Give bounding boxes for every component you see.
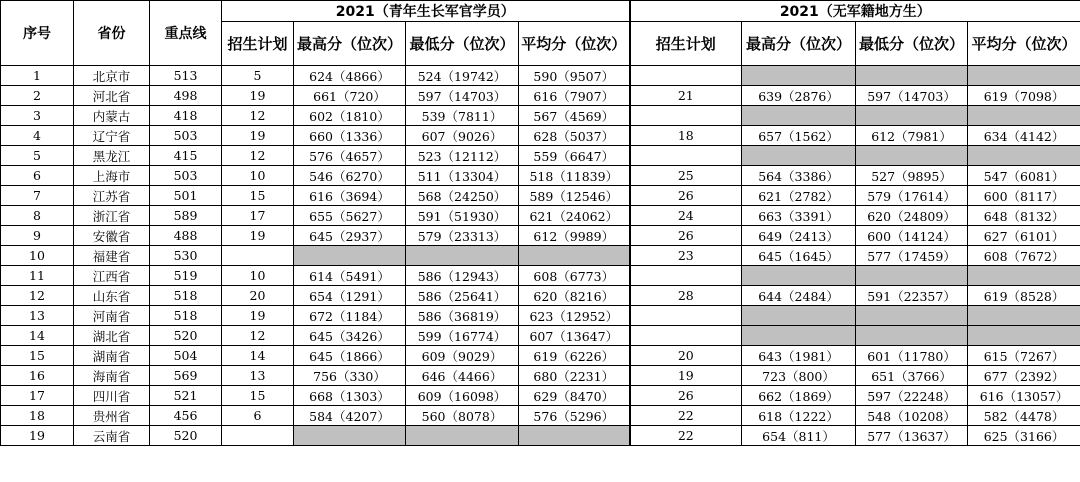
civilian-plan-cell: 20: [630, 346, 742, 366]
cadet-plan-cell: 5: [222, 66, 294, 86]
seq-cell: 18: [1, 406, 74, 426]
civilian-avg-cell: 600（8117）: [968, 186, 1080, 206]
civilian-avg-cell-empty: [968, 266, 1080, 286]
province-cell: 内蒙古: [74, 106, 150, 126]
table-row: [1, 146, 1080, 166]
cadet-max-cell: 624（4866）: [294, 66, 406, 86]
civilian-max-cell: 662（1869）: [742, 386, 856, 406]
civilian-max-cell: 621（2782）: [742, 186, 856, 206]
cadet-max-cell: 654（1291）: [294, 286, 406, 306]
header-cadet-plan: 招生计划: [222, 22, 294, 66]
civilian-plan-cell-empty: [630, 326, 742, 346]
table-row: [1, 406, 1080, 426]
table-row: [1, 126, 1080, 146]
cadet-min-cell: 524（19742）: [406, 66, 519, 86]
seq-cell: 2: [1, 86, 74, 106]
civilian-min-cell: 579（17614）: [856, 186, 968, 206]
province-cell: 福建省: [74, 246, 150, 266]
cadet-max-cell: 616（3694）: [294, 186, 406, 206]
cadet-avg-cell-empty: [519, 426, 630, 446]
province-cell: 北京市: [74, 66, 150, 86]
cadet-plan-cell: 6: [222, 406, 294, 426]
cadet-plan-cell: 12: [222, 326, 294, 346]
cadet-min-cell: 646（4466）: [406, 366, 519, 386]
key-line-cell: 521: [150, 386, 222, 406]
cadet-plan-cell: 10: [222, 266, 294, 286]
civilian-plan-cell-empty: [630, 266, 742, 286]
civilian-min-cell: 527（9895）: [856, 166, 968, 186]
cadet-avg-cell: 629（8470）: [519, 386, 630, 406]
cadet-plan-cell: 17: [222, 206, 294, 226]
key-line-cell: 520: [150, 326, 222, 346]
civilian-avg-cell-empty: [968, 306, 1080, 326]
header-seq: 序号: [1, 1, 74, 66]
province-cell: 湖北省: [74, 326, 150, 346]
cadet-min-cell: 609（16098）: [406, 386, 519, 406]
civilian-min-cell-empty: [856, 146, 968, 166]
cadet-plan-cell: 19: [222, 306, 294, 326]
key-line-cell: 503: [150, 126, 222, 146]
table-row: [1, 66, 1080, 86]
civilian-min-cell-empty: [856, 66, 968, 86]
civilian-max-cell-empty: [742, 266, 856, 286]
cadet-min-cell: 599（16774）: [406, 326, 519, 346]
province-cell: 河北省: [74, 86, 150, 106]
cadet-avg-cell: 680（2231）: [519, 366, 630, 386]
civilian-avg-cell-empty: [968, 106, 1080, 126]
civilian-min-cell-empty: [856, 306, 968, 326]
header-group-cadet: 2021（青年生长军官学员）: [222, 1, 630, 22]
civilian-max-cell: 657（1562）: [742, 126, 856, 146]
cadet-avg-cell: 518（11839）: [519, 166, 630, 186]
province-cell: 浙江省: [74, 206, 150, 226]
cadet-avg-cell: 616（7907）: [519, 86, 630, 106]
cadet-max-cell-empty: [294, 426, 406, 446]
seq-cell: 19: [1, 426, 74, 446]
table-row: [1, 166, 1080, 186]
key-line-cell: 589: [150, 206, 222, 226]
cadet-avg-cell: 608（6773）: [519, 266, 630, 286]
seq-cell: 5: [1, 146, 74, 166]
civilian-min-cell: 651（3766）: [856, 366, 968, 386]
civilian-min-cell: 600（14124）: [856, 226, 968, 246]
key-line-cell: 518: [150, 286, 222, 306]
cadet-min-cell: 607（9026）: [406, 126, 519, 146]
civilian-avg-cell: 619（8528）: [968, 286, 1080, 306]
civilian-min-cell: 597（14703）: [856, 86, 968, 106]
cadet-avg-cell: 567（4569）: [519, 106, 630, 126]
seq-cell: 7: [1, 186, 74, 206]
civilian-avg-cell: 627（6101）: [968, 226, 1080, 246]
civilian-max-cell-empty: [742, 66, 856, 86]
cadet-avg-cell: 620（8216）: [519, 286, 630, 306]
civilian-avg-cell: 582（4478）: [968, 406, 1080, 426]
province-cell: 四川省: [74, 386, 150, 406]
header-cadet-min: 最低分（位次）: [406, 22, 519, 66]
province-cell: 上海市: [74, 166, 150, 186]
cadet-min-cell: 609（9029）: [406, 346, 519, 366]
key-line-cell: 498: [150, 86, 222, 106]
table-header: [1, 1, 1080, 66]
cadet-plan-cell: 19: [222, 126, 294, 146]
cadet-plan-cell: 19: [222, 86, 294, 106]
header-cadet-max: 最高分（位次）: [294, 22, 406, 66]
seq-cell: 6: [1, 166, 74, 186]
cadet-plan-cell: 19: [222, 226, 294, 246]
civilian-max-cell: 618（1222）: [742, 406, 856, 426]
cadet-min-cell: 511（13304）: [406, 166, 519, 186]
seq-cell: 10: [1, 246, 74, 266]
province-cell: 辽宁省: [74, 126, 150, 146]
civilian-plan-cell-empty: [630, 66, 742, 86]
cadet-max-cell: 660（1336）: [294, 126, 406, 146]
civilian-max-cell: 643（1981）: [742, 346, 856, 366]
civilian-plan-cell: 28: [630, 286, 742, 306]
cadet-max-cell: 645（1866）: [294, 346, 406, 366]
province-cell: 江西省: [74, 266, 150, 286]
cadet-avg-cell: 628（5037）: [519, 126, 630, 146]
cadet-max-cell: 584（4207）: [294, 406, 406, 426]
table-row: [1, 346, 1080, 366]
civilian-avg-cell: 615（7267）: [968, 346, 1080, 366]
province-cell: 江苏省: [74, 186, 150, 206]
civilian-plan-cell-empty: [630, 106, 742, 126]
cadet-avg-cell: 612（9989）: [519, 226, 630, 246]
cadet-plan-cell: 15: [222, 386, 294, 406]
cadet-min-cell: 597（14703）: [406, 86, 519, 106]
civilian-plan-cell: 21: [630, 86, 742, 106]
civilian-plan-cell: 22: [630, 406, 742, 426]
province-cell: 安徽省: [74, 226, 150, 246]
civilian-max-cell: 649（2413）: [742, 226, 856, 246]
table-row: [1, 246, 1080, 266]
cadet-max-cell: 645（3426）: [294, 326, 406, 346]
cadet-min-cell-empty: [406, 426, 519, 446]
cadet-plan-cell: 10: [222, 166, 294, 186]
seq-cell: 12: [1, 286, 74, 306]
province-cell: 山东省: [74, 286, 150, 306]
header-province: 省份: [74, 1, 150, 66]
civilian-avg-cell: 625（3166）: [968, 426, 1080, 446]
cadet-avg-cell-empty: [519, 246, 630, 266]
seq-cell: 17: [1, 386, 74, 406]
civilian-plan-cell: 19: [630, 366, 742, 386]
civilian-min-cell-empty: [856, 106, 968, 126]
civilian-avg-cell-empty: [968, 146, 1080, 166]
cadet-max-cell: 668（1303）: [294, 386, 406, 406]
province-cell: 贵州省: [74, 406, 150, 426]
seq-cell: 4: [1, 126, 74, 146]
cadet-max-cell: 756（330）: [294, 366, 406, 386]
cadet-min-cell: 523（12112）: [406, 146, 519, 166]
civilian-min-cell: 601（11780）: [856, 346, 968, 366]
cadet-avg-cell: 590（9507）: [519, 66, 630, 86]
cadet-max-cell: 672（1184）: [294, 306, 406, 326]
cadet-plan-cell: 14: [222, 346, 294, 366]
cadet-avg-cell: 607（13647）: [519, 326, 630, 346]
key-line-cell: 569: [150, 366, 222, 386]
seq-cell: 14: [1, 326, 74, 346]
header-group-civilian: 2021（无军籍地方生）: [630, 1, 1080, 22]
civilian-plan-cell: 26: [630, 386, 742, 406]
civilian-min-cell: 612（7981）: [856, 126, 968, 146]
civilian-max-cell-empty: [742, 326, 856, 346]
cadet-max-cell: 602（1810）: [294, 106, 406, 126]
civilian-avg-cell: 608（7672）: [968, 246, 1080, 266]
key-line-cell: 519: [150, 266, 222, 286]
cadet-min-cell: 539（7811）: [406, 106, 519, 126]
civilian-max-cell: 639（2876）: [742, 86, 856, 106]
table-body: [1, 66, 1080, 446]
table-row: [1, 426, 1080, 446]
province-cell: 湖南省: [74, 346, 150, 366]
civilian-plan-cell: 22: [630, 426, 742, 446]
header-civilian-max: 最高分（位次）: [742, 22, 856, 66]
civilian-avg-cell-empty: [968, 326, 1080, 346]
cadet-plan-cell: 20: [222, 286, 294, 306]
civilian-max-cell-empty: [742, 146, 856, 166]
civilian-min-cell-empty: [856, 266, 968, 286]
seq-cell: 3: [1, 106, 74, 126]
header-civilian-avg: 平均分（位次）: [968, 22, 1080, 66]
cadet-plan-cell-empty: [222, 426, 294, 446]
seq-cell: 1: [1, 66, 74, 86]
cadet-min-cell: 560（8078）: [406, 406, 519, 426]
table-row: [1, 266, 1080, 286]
key-line-cell: 504: [150, 346, 222, 366]
table-row: [1, 226, 1080, 246]
civilian-min-cell: 548（10208）: [856, 406, 968, 426]
civilian-avg-cell-empty: [968, 66, 1080, 86]
civilian-plan-cell: 23: [630, 246, 742, 266]
civilian-plan-cell: 18: [630, 126, 742, 146]
seq-cell: 13: [1, 306, 74, 326]
key-line-cell: 518: [150, 306, 222, 326]
civilian-plan-cell: 25: [630, 166, 742, 186]
cadet-min-cell: 579（23313）: [406, 226, 519, 246]
key-line-cell: 503: [150, 166, 222, 186]
cadet-max-cell: 645（2937）: [294, 226, 406, 246]
table-row: [1, 186, 1080, 206]
civilian-min-cell: 620（24809）: [856, 206, 968, 226]
header-cadet-avg: 平均分（位次）: [519, 22, 630, 66]
cadet-avg-cell: 623（12952）: [519, 306, 630, 326]
cadet-plan-cell: 13: [222, 366, 294, 386]
seq-cell: 16: [1, 366, 74, 386]
header-key-line: 重点线: [150, 1, 222, 66]
civilian-avg-cell: 634（4142）: [968, 126, 1080, 146]
civilian-min-cell-empty: [856, 326, 968, 346]
seq-cell: 15: [1, 346, 74, 366]
cadet-avg-cell: 619（6226）: [519, 346, 630, 366]
cadet-plan-cell: 15: [222, 186, 294, 206]
cadet-plan-cell-empty: [222, 246, 294, 266]
key-line-cell: 488: [150, 226, 222, 246]
cadet-plan-cell: 12: [222, 146, 294, 166]
cadet-min-cell: 568（24250）: [406, 186, 519, 206]
table-row: [1, 366, 1080, 386]
cadet-avg-cell: 621（24062）: [519, 206, 630, 226]
table-row: [1, 206, 1080, 226]
header-civilian-min: 最低分（位次）: [856, 22, 968, 66]
key-line-cell: 520: [150, 426, 222, 446]
province-cell: 云南省: [74, 426, 150, 446]
civilian-plan-cell: 26: [630, 186, 742, 206]
civilian-max-cell-empty: [742, 306, 856, 326]
table-row: [1, 106, 1080, 126]
seq-cell: 11: [1, 266, 74, 286]
cadet-max-cell: 576（4657）: [294, 146, 406, 166]
civilian-min-cell: 591（22357）: [856, 286, 968, 306]
civilian-max-cell: 645（1645）: [742, 246, 856, 266]
civilian-plan-cell: 26: [630, 226, 742, 246]
key-line-cell: 513: [150, 66, 222, 86]
cadet-min-cell-empty: [406, 246, 519, 266]
key-line-cell: 530: [150, 246, 222, 266]
cadet-max-cell: 614（5491）: [294, 266, 406, 286]
civilian-avg-cell: 677（2392）: [968, 366, 1080, 386]
civilian-max-cell: 723（800）: [742, 366, 856, 386]
civilian-avg-cell: 616（13057）: [968, 386, 1080, 406]
table-row: [1, 286, 1080, 306]
cadet-avg-cell: 559（6647）: [519, 146, 630, 166]
civilian-avg-cell: 648（8132）: [968, 206, 1080, 226]
cadet-min-cell: 586（36819）: [406, 306, 519, 326]
cadet-min-cell: 586（25641）: [406, 286, 519, 306]
civilian-plan-cell-empty: [630, 146, 742, 166]
civilian-max-cell-empty: [742, 106, 856, 126]
table-row: [1, 386, 1080, 406]
key-line-cell: 418: [150, 106, 222, 126]
cadet-avg-cell: 576（5296）: [519, 406, 630, 426]
cadet-plan-cell: 12: [222, 106, 294, 126]
civilian-max-cell: 564（3386）: [742, 166, 856, 186]
civilian-plan-cell: 24: [630, 206, 742, 226]
cadet-avg-cell: 589（12546）: [519, 186, 630, 206]
civilian-plan-cell-empty: [630, 306, 742, 326]
civilian-min-cell: 577（17459）: [856, 246, 968, 266]
seq-cell: 8: [1, 206, 74, 226]
cadet-min-cell: 586（12943）: [406, 266, 519, 286]
province-cell: 黑龙江: [74, 146, 150, 166]
civilian-avg-cell: 619（7098）: [968, 86, 1080, 106]
civilian-max-cell: 644（2484）: [742, 286, 856, 306]
key-line-cell: 501: [150, 186, 222, 206]
civilian-max-cell: 654（811）: [742, 426, 856, 446]
civilian-max-cell: 663（3391）: [742, 206, 856, 226]
key-line-cell: 456: [150, 406, 222, 426]
civilian-min-cell: 577（13637）: [856, 426, 968, 446]
seq-cell: 9: [1, 226, 74, 246]
table-row: [1, 326, 1080, 346]
province-cell: 海南省: [74, 366, 150, 386]
table-row: [1, 86, 1080, 106]
cadet-max-cell: 655（5627）: [294, 206, 406, 226]
header-civilian-plan: 招生计划: [630, 22, 742, 66]
civilian-min-cell: 597（22248）: [856, 386, 968, 406]
province-cell: 河南省: [74, 306, 150, 326]
cadet-max-cell-empty: [294, 246, 406, 266]
cadet-max-cell: 661（720）: [294, 86, 406, 106]
cadet-min-cell: 591（51930）: [406, 206, 519, 226]
key-line-cell: 415: [150, 146, 222, 166]
table-row: [1, 306, 1080, 326]
cadet-max-cell: 546（6270）: [294, 166, 406, 186]
civilian-avg-cell: 547（6081）: [968, 166, 1080, 186]
